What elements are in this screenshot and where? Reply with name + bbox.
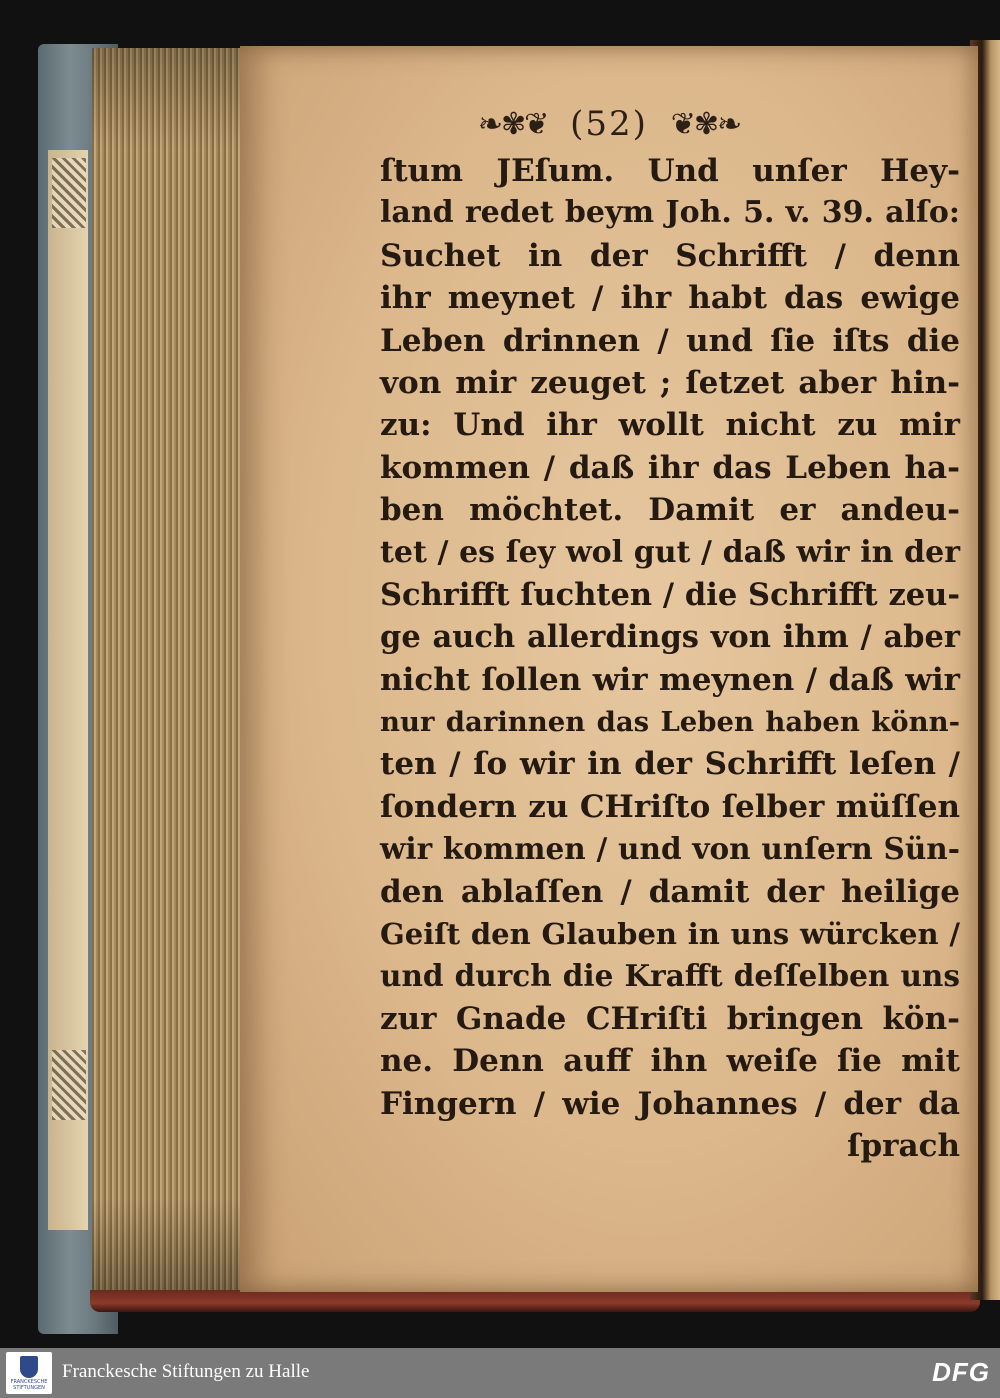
text-line: nicht ſollen wir meynen / daß wir bbox=[380, 661, 960, 698]
text-line: Geiſt den Glauben in uns würcken / bbox=[380, 917, 960, 952]
footer-bar bbox=[0, 1348, 1000, 1398]
binding-edge bbox=[90, 1290, 980, 1312]
text-line: den ablaſſen / damit der heilige bbox=[380, 873, 960, 910]
text-line: von mir zeuget ; ſetzet aber hin- bbox=[380, 364, 960, 401]
logo-caption: FRANCKESCHE STIFTUNGEN bbox=[10, 1379, 48, 1391]
fleuron-icon: ❧✾❦ bbox=[477, 106, 548, 142]
text-line: ſprach bbox=[847, 1127, 960, 1164]
text-line: Suchet in der Schrifft / denn bbox=[380, 237, 960, 274]
text-line: ſtum JEſum. Und unſer Hey- bbox=[380, 153, 960, 189]
crest-icon bbox=[6, 1352, 52, 1394]
dfg-logo: DFG bbox=[932, 1357, 990, 1387]
text-line: land redet beym Joh. 5. v. 39. alſo: bbox=[380, 195, 960, 231]
page-fore-edges bbox=[92, 48, 252, 1298]
text-line: zu: Und ihr wollt nicht zu mir bbox=[380, 407, 960, 444]
text-line: nur darinnen das Leben haben könn- bbox=[380, 706, 960, 739]
fleuron-icon: ❦✾❧ bbox=[670, 106, 741, 142]
text-line: ge auch allerdings von ihm / aber bbox=[380, 619, 960, 656]
text-line: tet / es ſey wol gut / daß wir in der bbox=[380, 534, 960, 570]
institution-name: Franckesche Stiftungen zu Halle bbox=[62, 1361, 310, 1382]
body-text bbox=[380, 150, 960, 1167]
text-line: zur Gnade CHriſti bringen kön- bbox=[380, 1000, 960, 1037]
text-line: ihr meynet / ihr habt das ewige bbox=[380, 280, 960, 317]
page-number: (52) bbox=[570, 104, 648, 144]
text-line: ſondern zu CHriſto ſelber müſſen bbox=[380, 788, 960, 825]
text-line: ten / ſo wir in der Schrifft leſen / bbox=[380, 746, 960, 783]
text-line: ne. Denn auff ihn weiſe ſie mit bbox=[380, 1043, 960, 1080]
corner-ornament-icon bbox=[52, 1050, 86, 1120]
corner-ornament-icon bbox=[52, 158, 86, 228]
text-line: Leben drinnen / und ſie iſts die bbox=[380, 322, 960, 359]
text-line: ben möchtet. Damit er andeu- bbox=[380, 492, 960, 529]
text-line: und durch die Krafft deſſelben uns bbox=[380, 958, 960, 994]
text-line: Fingern / wie Johannes / der da bbox=[380, 1085, 960, 1122]
text-line: kommen / daß ihr das Leben ha- bbox=[380, 449, 960, 486]
running-head bbox=[240, 102, 978, 144]
book-page bbox=[240, 46, 978, 1292]
text-line: wir kommen / und von unſern Sün- bbox=[380, 831, 960, 867]
text-line: Schrifft ſuchten / die Schrifft zeu- bbox=[380, 576, 960, 613]
